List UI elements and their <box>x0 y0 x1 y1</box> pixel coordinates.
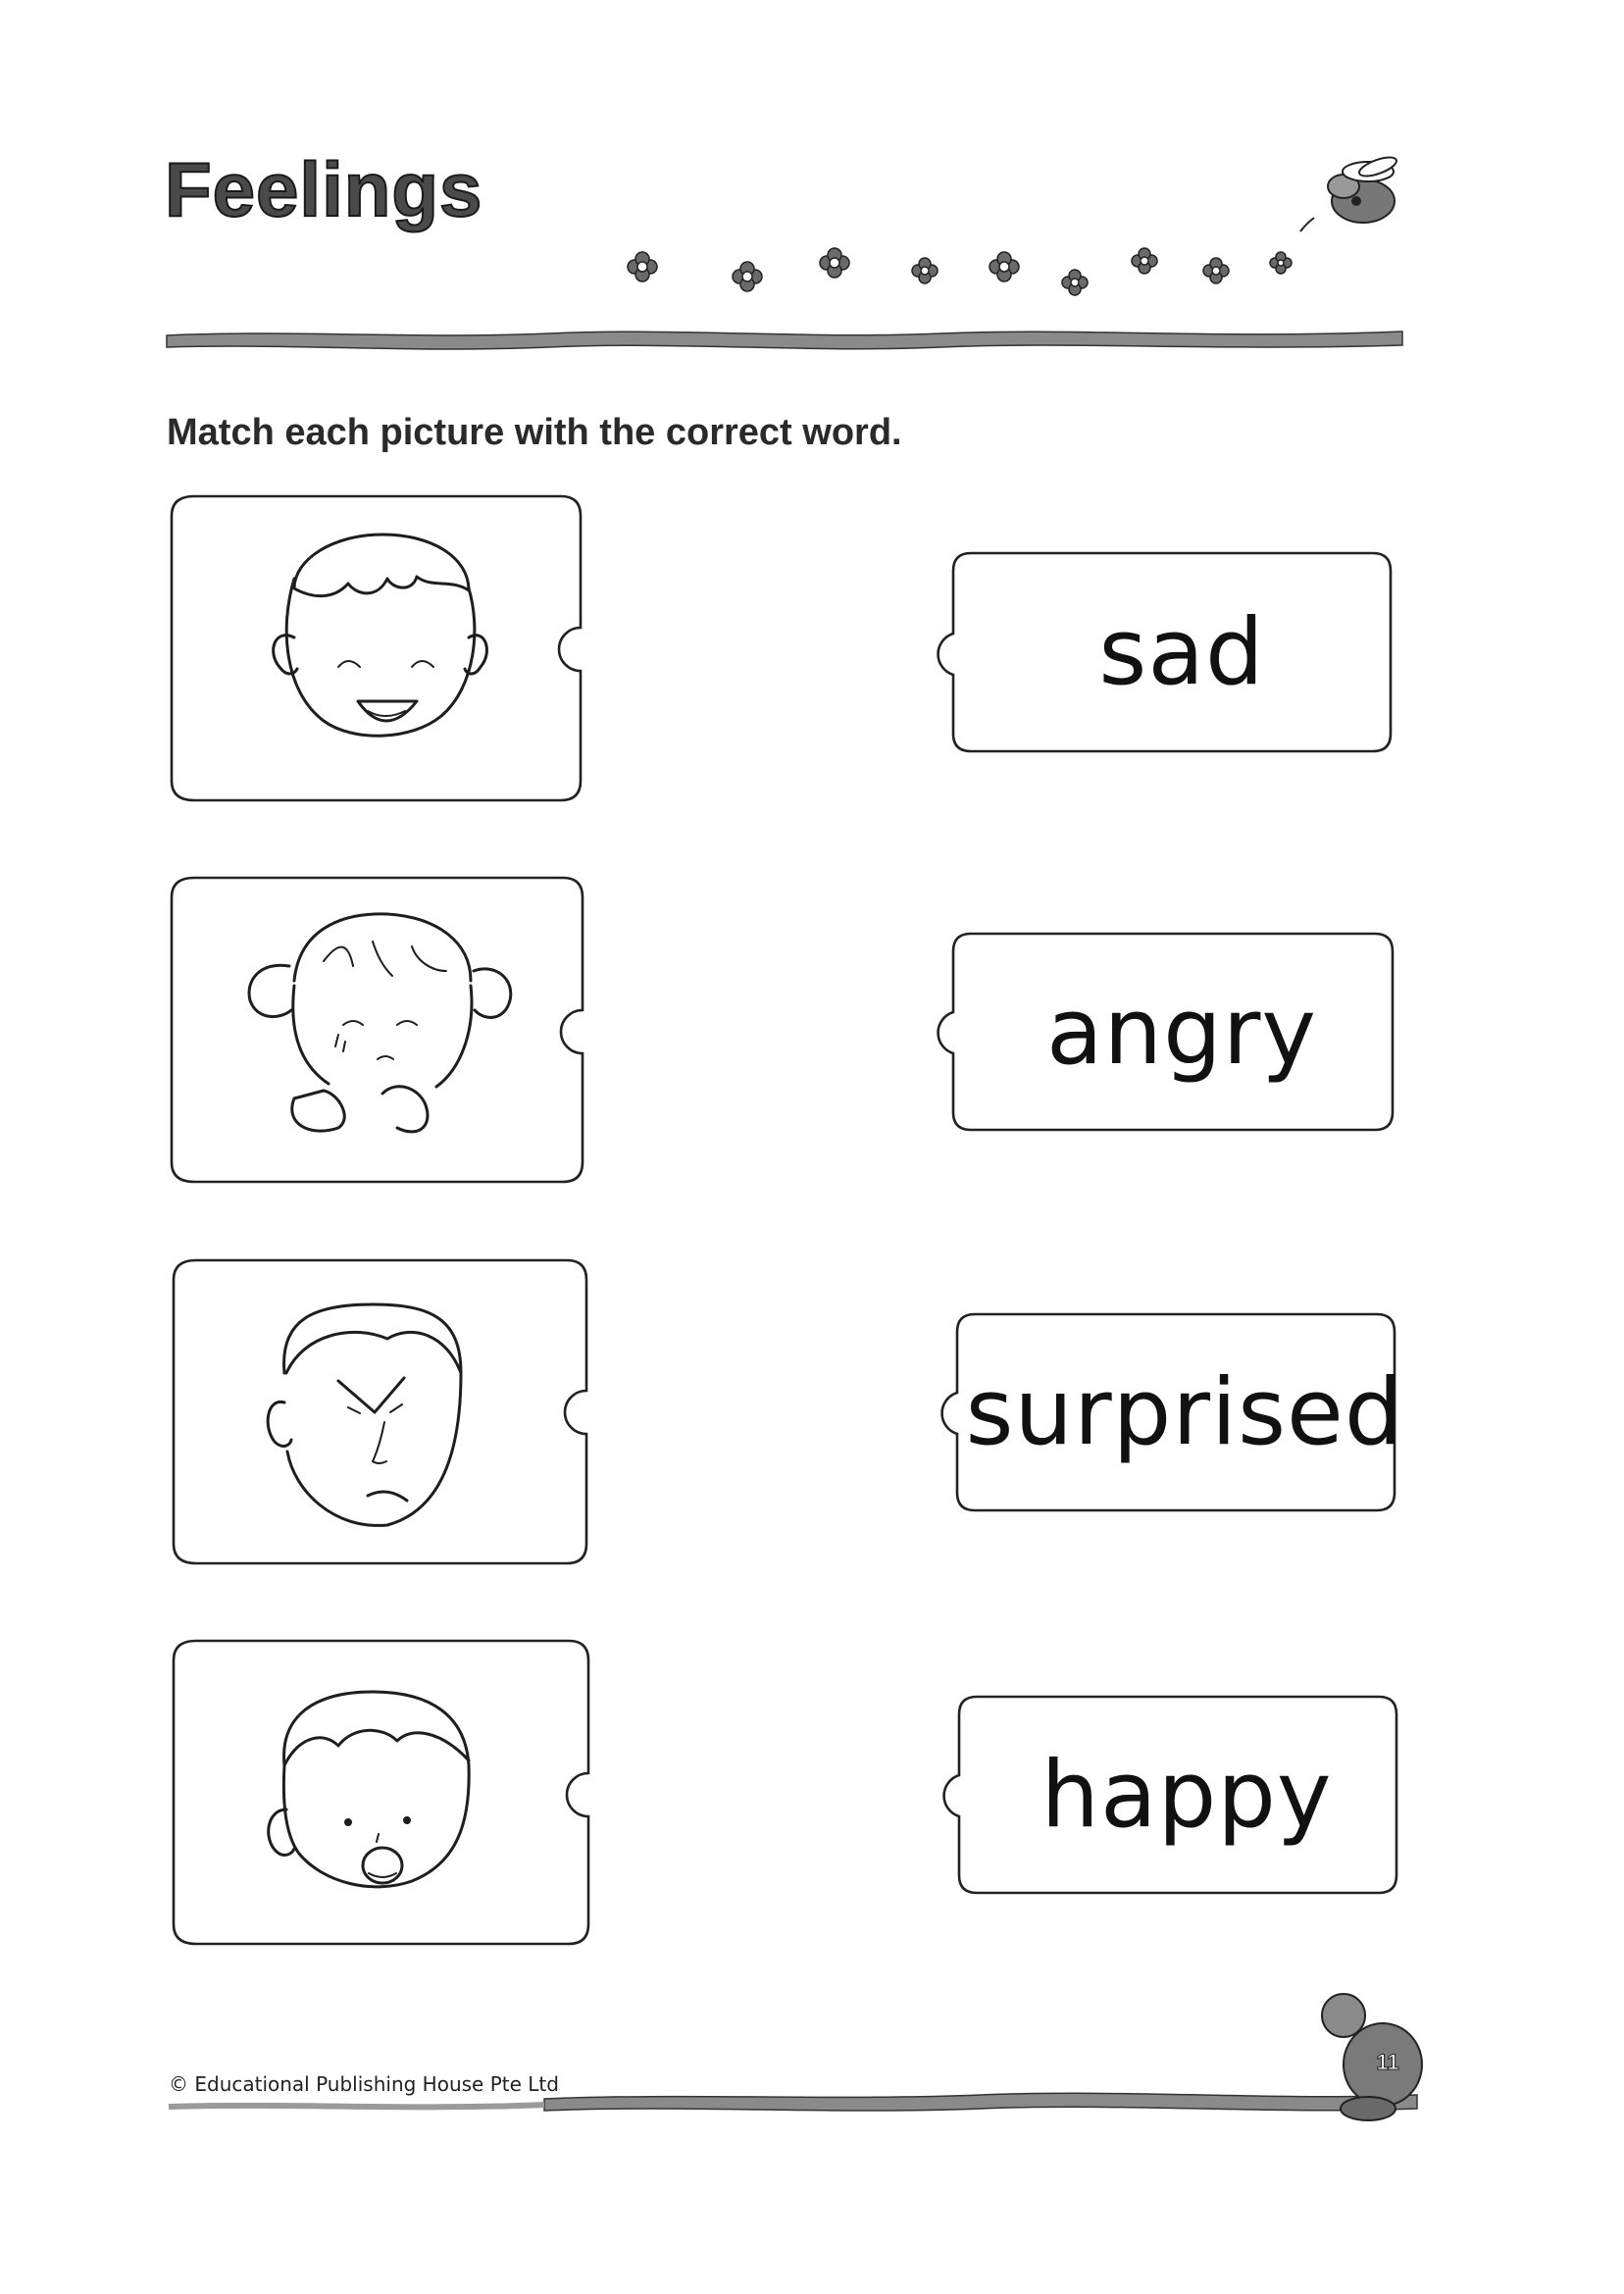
word-card-4-label-area <box>977 1699 1396 1891</box>
picture-card-2 <box>172 878 583 1182</box>
instruction-text: Match each picture with the correct word. <box>167 412 902 453</box>
footer-divider <box>544 2093 1417 2111</box>
page-number: 11 <box>1376 2050 1399 2074</box>
flower-trail-icon <box>628 248 1292 295</box>
word-label-surprised: surprised <box>965 1358 1404 1466</box>
word-card-3-label-area <box>965 1316 1404 1508</box>
page-title: Feelings <box>165 146 483 232</box>
copyright-footer: © Educational Publishing House Pte Ltd <box>169 2072 559 2096</box>
header-divider <box>167 331 1402 349</box>
word-label-sad: sad <box>1098 598 1265 706</box>
word-card-2-label-area <box>971 936 1393 1128</box>
flying-bee-icon <box>1300 154 1398 231</box>
picture-card-1 <box>172 496 581 800</box>
word-card-1-label-area <box>971 555 1393 749</box>
picture-card-4 <box>174 1641 588 1944</box>
word-label-angry: angry <box>1045 978 1318 1086</box>
word-label-happy: happy <box>1040 1741 1333 1849</box>
